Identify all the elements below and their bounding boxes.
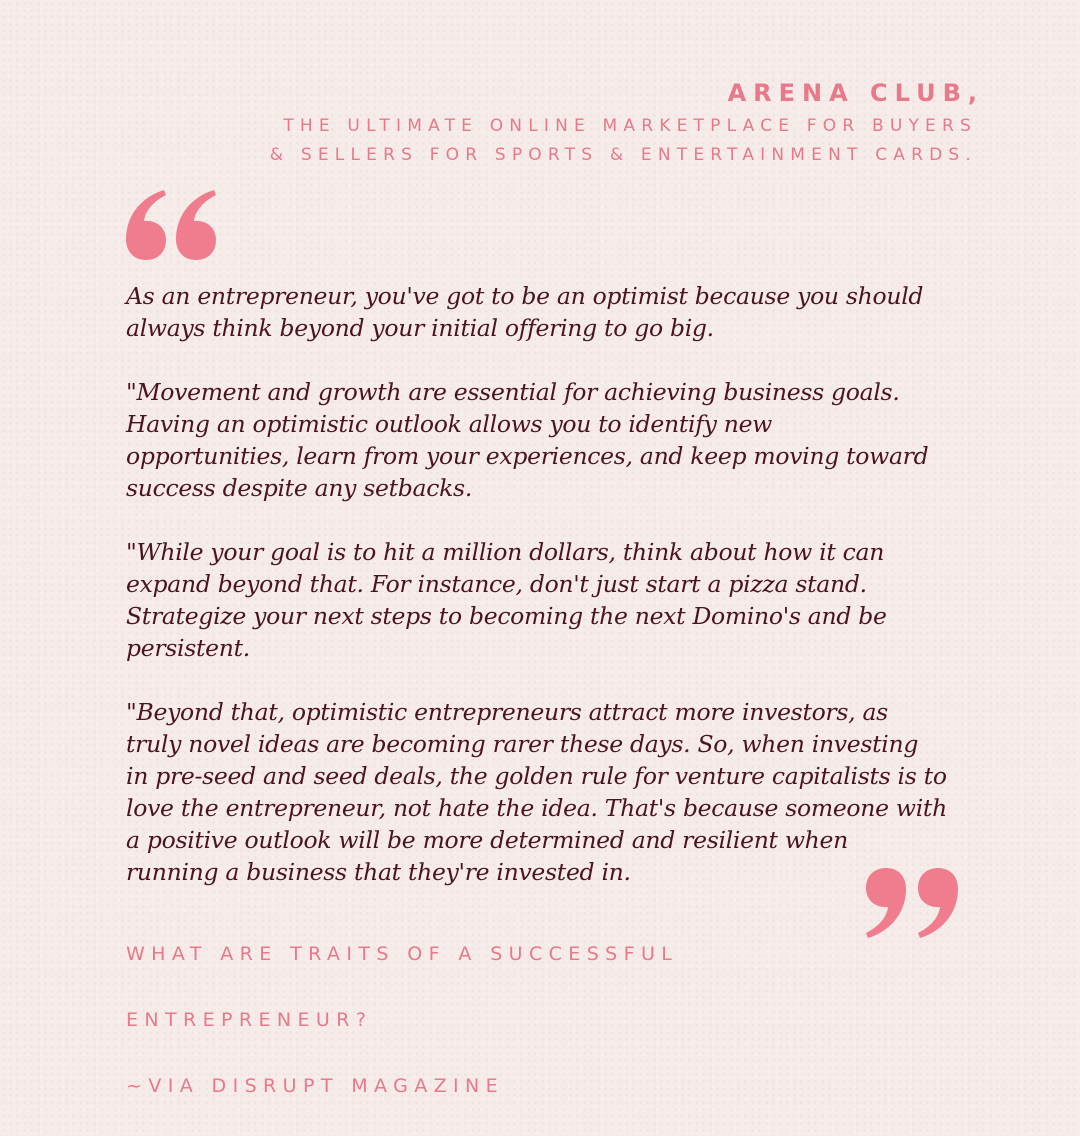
- source-line-1: WHAT ARE TRAITS OF A SUCCESSFUL: [126, 943, 679, 965]
- quote-paragraph-3: "While your goal is to hit a million dollars, think about how it can expand beyond that. For instance, don't just start a pizza stand. Strategize your next steps to becoming the next Domino's and be persistent.: [126, 538, 887, 662]
- open-quote-icon: [126, 190, 218, 260]
- quote-paragraph-4: "Beyond that, optimistic entrepreneurs attract more investors, as truly novel ideas are becoming rarer these days. So, when investing in pre-seed and seed deals, the golden rule for venture capitalists is to love the entrepreneur, not hate the idea. That's because someone with a positive outlook will be more determined and resilient when running a business that they're invested in.: [126, 698, 947, 886]
- header: [269, 78, 984, 170]
- tagline: [270, 112, 977, 170]
- source-line-2: ENTREPRENEUR?: [126, 1009, 373, 1031]
- tagline-line-1: THE ULTIMATE ONLINE MARKETPLACE FOR BUYERS: [283, 116, 977, 136]
- quote-paragraph-2: "Movement and growth are essential for achieving business goals. Having an optimistic outlook allows you to identify new opportunities, learn from your experiences, and keep moving toward success despite any setbacks.: [126, 378, 929, 502]
- quote-body: [126, 280, 966, 888]
- close-quote-icon: [866, 868, 958, 938]
- quote-paragraph-1: As an entrepreneur, you've got to be an optimist because you should always think beyond your initial offering to go big.: [126, 282, 924, 342]
- source-line-3: ~VIA DISRUPT MAGAZINE: [126, 1075, 505, 1097]
- brand-name: ARENA CLUB,: [727, 79, 984, 107]
- source-attribution: [126, 905, 678, 1136]
- tagline-line-2: & SELLERS FOR SPORTS & ENTERTAINMENT CARDS.: [269, 145, 977, 165]
